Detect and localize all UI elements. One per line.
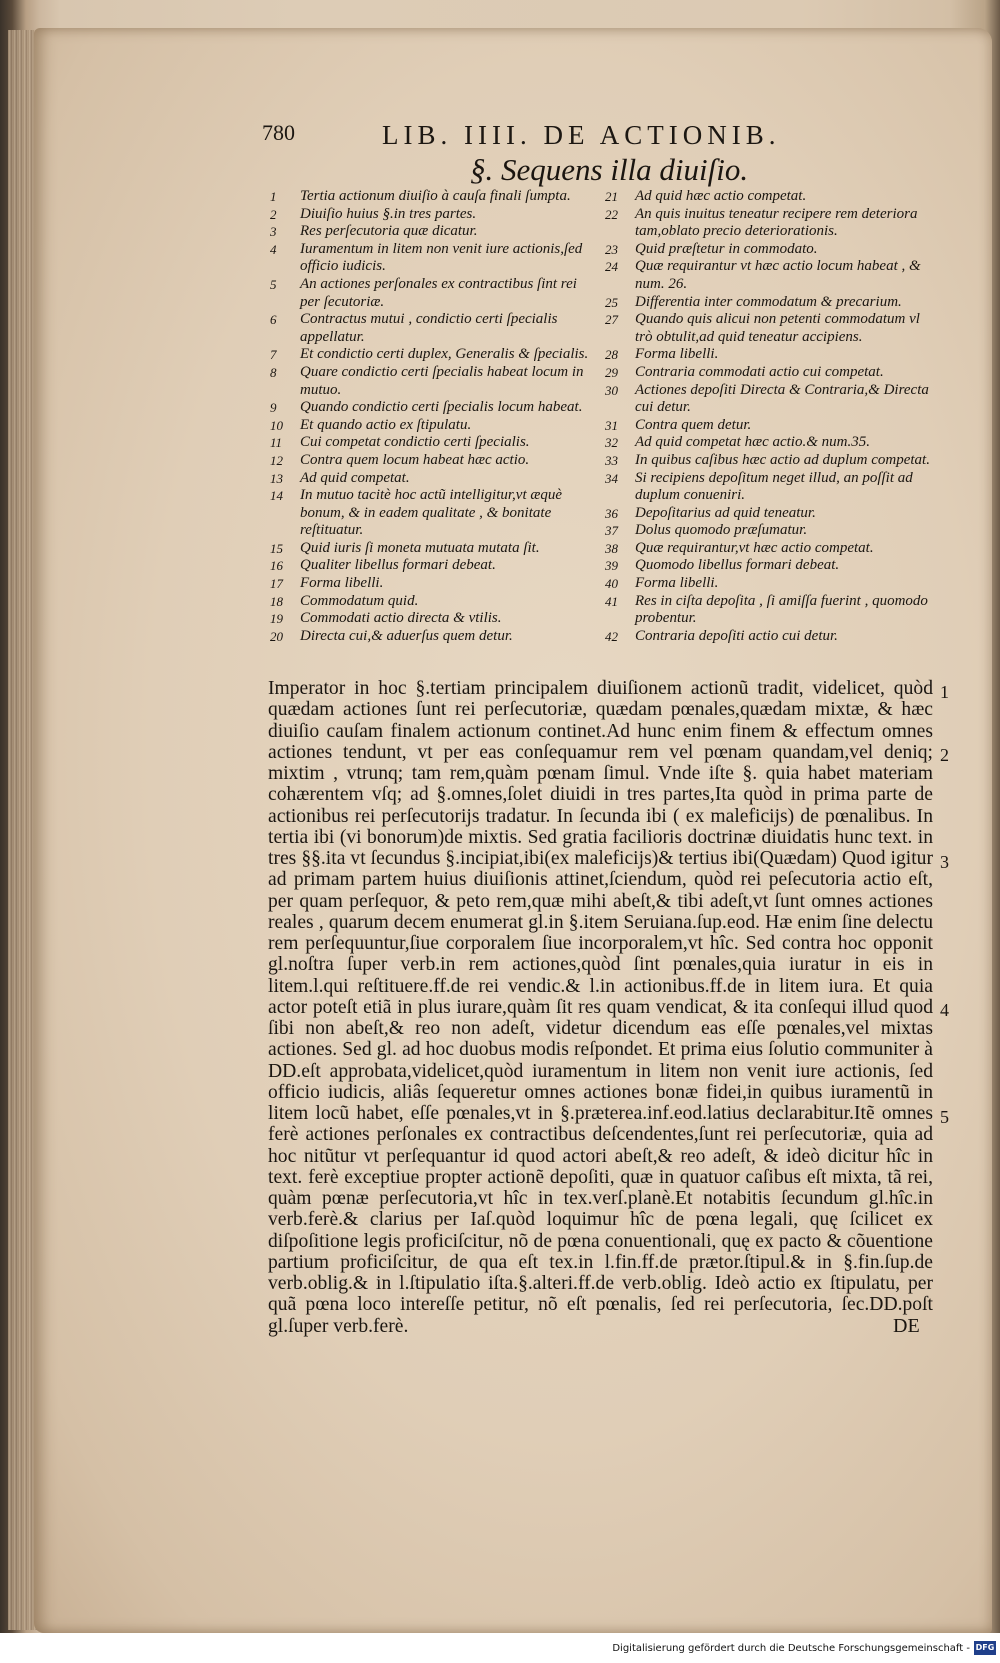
index-entry-text: Diuiſio huius §.in tres partes. bbox=[300, 205, 477, 222]
index-entry-text: Depoſitarius ad quid teneatur. bbox=[635, 504, 816, 521]
index-entry bbox=[270, 223, 590, 241]
index-entry-text: Actiones depoſiti Directa & Contraria,& Directa cui detur. bbox=[635, 381, 929, 416]
index-entry-number: 32 bbox=[605, 435, 618, 451]
index-entry-text: Et quando actio ex ſtipulatu. bbox=[300, 416, 472, 433]
summary-index-right bbox=[605, 188, 935, 645]
index-entry-number: 14 bbox=[270, 488, 283, 504]
index-entry-number: 7 bbox=[270, 347, 277, 363]
digitization-note: Digitalisierung gefördert durch die Deutsche Forschungsgemeinschaft - bbox=[612, 1643, 970, 1654]
index-entry bbox=[270, 610, 590, 628]
index-entry-number: 12 bbox=[270, 452, 283, 468]
index-entry-text: Forma libelli. bbox=[300, 575, 384, 592]
index-entry-text: In quibus caſibus hæc actio ad duplum competat. bbox=[635, 451, 930, 468]
index-entry-number: 10 bbox=[270, 417, 283, 433]
index-entry-number: 36 bbox=[605, 505, 618, 521]
index-entry bbox=[270, 346, 590, 364]
index-entry bbox=[605, 470, 935, 505]
index-entry-number: 28 bbox=[605, 347, 618, 363]
index-entry-text: Ad quid competat hæc actio.& num.35. bbox=[635, 434, 870, 451]
index-entry-text: Quando quis alicui non petenti commodatum vl trò obtulit,ad quid teneatur accipiens. bbox=[635, 311, 920, 345]
index-entry-number: 42 bbox=[605, 628, 618, 644]
index-entry bbox=[270, 276, 590, 311]
index-entry-number: 13 bbox=[270, 470, 283, 486]
index-entry bbox=[270, 593, 590, 611]
index-entry-number: 20 bbox=[270, 628, 283, 644]
index-entry-text: Ad quid hæc actio competat. bbox=[635, 188, 807, 204]
index-entry-number: 3 bbox=[270, 224, 277, 240]
index-entry-number: 21 bbox=[605, 189, 618, 204]
index-entry-number: 41 bbox=[605, 593, 618, 609]
index-entry-number: 34 bbox=[605, 470, 618, 486]
index-entry bbox=[605, 346, 935, 364]
index-entry-text: Cui competat condictio certi ſpecialis. bbox=[300, 434, 530, 451]
index-entry-text: Quare condictio certi ſpecialis habeat locum in mutuo. bbox=[300, 363, 584, 398]
index-entry-number: 15 bbox=[270, 540, 283, 556]
index-entry-number: 17 bbox=[270, 576, 283, 592]
index-entry-text: Contraria depoſiti actio cui detur. bbox=[635, 627, 838, 644]
index-entry-text: An quis inuitus teneatur recipere rem deteriora tam,oblato precio deteriorationis. bbox=[635, 205, 918, 240]
index-entry bbox=[605, 258, 935, 293]
index-entry bbox=[270, 470, 590, 488]
index-entry-number: 25 bbox=[605, 294, 618, 310]
index-entry bbox=[270, 628, 590, 646]
index-entry-text: Quomodo libellus formari debeat. bbox=[635, 557, 840, 574]
index-entry bbox=[605, 364, 935, 382]
index-entry-number: 6 bbox=[270, 312, 277, 328]
index-entry-text: An actiones perſonales ex contractibus ſint rei per ſecutoriæ. bbox=[300, 275, 577, 310]
index-entry-text: Commodatum quid. bbox=[300, 592, 419, 609]
index-entry bbox=[605, 522, 935, 540]
index-entry-number: 30 bbox=[605, 382, 618, 398]
folio-number: 780 bbox=[262, 120, 295, 145]
index-entry-number: 11 bbox=[270, 435, 283, 451]
index-entry-text: Quando condictio certi ſpecialis locum habeat. bbox=[300, 399, 583, 416]
index-entry bbox=[605, 206, 935, 241]
index-entry bbox=[270, 575, 590, 593]
index-entry bbox=[605, 241, 935, 259]
index-entry-number: 39 bbox=[605, 558, 618, 574]
index-entry-number: 27 bbox=[605, 312, 618, 328]
index-entry-text: Commodati actio directa & vtilis. bbox=[300, 610, 502, 627]
index-entry-number: 31 bbox=[605, 417, 618, 433]
index-entry-number: 40 bbox=[605, 576, 618, 592]
index-entry-number: 23 bbox=[605, 241, 618, 257]
index-entry-number: 22 bbox=[605, 206, 618, 222]
index-entry-number: 33 bbox=[605, 452, 618, 468]
index-entry-number: 29 bbox=[605, 364, 618, 380]
running-title: LIB. IIII. DE ACTIONIB. bbox=[382, 120, 781, 150]
margin-number: 1 bbox=[940, 682, 949, 702]
index-entry bbox=[605, 417, 935, 435]
index-entry-number: 8 bbox=[270, 364, 277, 380]
page-header bbox=[262, 120, 822, 156]
index-entry-text: Contraria commodati actio cui competat. bbox=[635, 363, 884, 380]
index-entry-text: Si recipiens depoſitum neget illud, an poſſit ad duplum conueniri. bbox=[635, 469, 913, 504]
section-title: §. Sequens illa diuiſio. bbox=[470, 152, 749, 187]
index-entry-number: 37 bbox=[605, 523, 618, 539]
index-entry-text: Ad quid competat. bbox=[300, 469, 410, 486]
index-entry bbox=[270, 241, 590, 276]
margin-number: 3 bbox=[940, 852, 949, 872]
index-entry-number: 2 bbox=[270, 206, 277, 222]
margin-number: 4 bbox=[940, 1000, 949, 1020]
index-entry-text: Et condictio certi duplex, Generalis & ſpecialis. bbox=[300, 346, 589, 363]
index-entry bbox=[270, 399, 590, 417]
index-entry bbox=[605, 294, 935, 312]
index-entry-text: Dolus quomodo præſumatur. bbox=[635, 522, 808, 539]
index-entry bbox=[270, 188, 590, 206]
index-entry bbox=[605, 593, 935, 628]
index-entry bbox=[605, 505, 935, 523]
index-entry-number: 4 bbox=[270, 241, 277, 257]
index-entry-text: Contra quem detur. bbox=[635, 416, 752, 433]
index-entry-number: 16 bbox=[270, 558, 283, 574]
commentary-body-text: Imperator in hoc §.tertiam principalem diuiſionem actionũ tradit, videlicet, quòd quædam actiones ſunt rei perſecutoriæ, quædam pœnales,quædam mixtæ, & hæc diuiſio cauſam finalem actionum continet.Ad hunc enim finem & effectum omnes actiones tendunt, vt per eas conſequamur rem vel pœnam quandam,vel deniq; mixtim , vtrunq; tam rem,quàm pœnam ſimul. Vnde iſte §. quia habet materiam cohærentem vſq; ad §.omnes,ſolet diuidi in tres partes,Ita quòd in prima parte de actionibus rei perſecutorijs tradatur. In ſecunda ibi ( ex maleficijs) de pœnalibus. In tertia ibi (vi bonorum)de mixtis. Sed gratia facilioris doctrinæ diuidatis hunc text. in tres §§.ita vt ſecundus §.incipiat,ibi(ex maleficijs)& tertius ibi(Quædam) Quod igitur ad primam partem huius diuiſionis attinet,ſciendum, quòd rei peſecutoria actio eſt, per quam perſequor, & peto rem,quæ mihi abeſt,& tibi adeſt,vt ſunt omnes actiones reales , quarum decem enumerat gl.in §.item Seruiana.ſup.eod. Hæ enim ſine delectu rem perſequuntur,ſiue corporalem ſiue incorporalem,vt hîc. Sed contra hoc opponit gl.noſtra ſuper verb.in rem actiones,quòd ſint pœnales,quia iuratur in eis in litem.l.qui reſtituere.ff.de rei vendic.& l.in actionibus.ff.de in litem iura. Et quia actor poteſt etiã in plus iurare,quàm ſit res quam vendicat, & ita conſequi illud quod ſibi non abeſt,& reo non adeſt, videtur dicendum eas eſſe pœnales,vel mixtas actiones. Sed gl. ad hoc duobus modis reſpondet. Et prima eius ſolutio communiter à DD.eſt approbata,videlicet,quòd iuramentum in litem non venit iure actionis, ſed officio iudicis, aliâs ſequeretur omnes actiones bonæ fidei,in quibus iuramentũ in litem locũ habet, eſſe pœnales,vt in §.præterea.inf.eod.latius declarabitur.Itẽ omnes ferè actiones perſonales ex contractibus deſcendentes,ſunt rei perſecutoriæ, quia ad hoc nitũtur vt perſequantur id quod actori abeſt,& reo adeſt, & ideò dicitur hîc in text. ferè exceptiue propter actionẽ depoſiti, quæ in quatuor caſibus eſt mixta, tã rei, quàm pœnæ perſecutoria,vt hîc in tex.verſ.planè.Et notabitis ſecundum gl.hîc.in verb.ferè.& clarius per Iaſ.quòd loquimur hîc de pœna legali, quę ſcilicet ex diſpoſitione legis proficiſcitur, nõ de pœna conuentionali, quę ex pacto & cõuentione partium proficiſcitur, de qua eſt tex.in l.fin.ff.de prætor.ſtipul.& in §.fin.ſup.de verb.oblig.& in l.ſtipulatio iſta.§.alteri.ff.de verb.oblig. Ideò actio ex ſtipulatu, per quã pœna loco intereſſe petitur, nõ eſt pœnalis, ſed rei perſecutoria, ſec.DD.poſt gl.ſuper verb.ferè. bbox=[268, 678, 933, 1337]
index-entry-text: Forma libelli. bbox=[635, 346, 719, 363]
index-entry-number: 24 bbox=[605, 259, 618, 275]
index-entry bbox=[605, 434, 935, 452]
index-entry bbox=[605, 382, 935, 417]
index-entry-number: 18 bbox=[270, 593, 283, 609]
index-entry-text: Quæ requirantur,vt hæc actio competat. bbox=[635, 539, 874, 556]
index-entry-text: Res perſecutoria quæ dicatur. bbox=[300, 223, 478, 240]
index-entry-text: Qualiter libellus formari debeat. bbox=[300, 557, 496, 574]
index-entry-text: Quid iuris ſi moneta mutuata mutata ſit. bbox=[300, 539, 540, 556]
index-entry bbox=[270, 434, 590, 452]
summary-index-left bbox=[270, 188, 590, 645]
index-entry-number: 38 bbox=[605, 540, 618, 556]
digitization-footer bbox=[0, 1633, 1000, 1663]
index-entry-number: 1 bbox=[270, 189, 277, 204]
index-entry-text: Tertia actionum diuiſio à cauſa finali ſumpta. bbox=[300, 188, 571, 204]
index-entry-text: Quid præſtetur in commodato. bbox=[635, 240, 818, 257]
index-entry bbox=[270, 206, 590, 224]
index-entry-text: In mutuo tacitè hoc actũ intelligitur,vt æquè bonum, & in eadem qualitate , & bonitate reſtituatur. bbox=[300, 487, 563, 539]
index-entry-number: 5 bbox=[270, 276, 277, 292]
catchword: DE bbox=[893, 1315, 920, 1337]
index-entry-text: Res in ciſta depoſita , ſi amiſſa fuerint , quomodo probentur. bbox=[635, 592, 928, 627]
index-entry-text: Contra quem locum habeat hæc actio. bbox=[300, 451, 530, 468]
index-entry bbox=[605, 575, 935, 593]
index-entry-text: Iuramentum in litem non venit iure actionis,ſed officio iudicis. bbox=[300, 240, 583, 275]
index-entry bbox=[270, 417, 590, 435]
margin-number: 2 bbox=[940, 745, 949, 765]
index-entry-number: 9 bbox=[270, 400, 277, 416]
index-entry bbox=[270, 452, 590, 470]
index-entry bbox=[605, 311, 935, 346]
index-entry-text: Directa cui,& aduerſus quem detur. bbox=[300, 627, 513, 644]
index-entry-number: 19 bbox=[270, 611, 283, 627]
index-entry bbox=[270, 311, 590, 346]
index-entry-text: Differentia inter commodatum & precarium. bbox=[635, 293, 902, 310]
index-entry-text: Contractus mutui , condictio certi ſpecialis appellatur. bbox=[300, 311, 558, 345]
index-entry bbox=[605, 188, 935, 206]
index-entry bbox=[270, 557, 590, 575]
index-entry bbox=[270, 540, 590, 558]
dfg-logo: DFG bbox=[974, 1641, 996, 1655]
index-entry bbox=[270, 487, 590, 540]
index-entry bbox=[605, 557, 935, 575]
index-entry bbox=[605, 628, 935, 646]
index-entry bbox=[605, 452, 935, 470]
index-entry bbox=[270, 364, 590, 399]
index-entry-text: Quæ requirantur vt hæc actio locum habeat , & num. 26. bbox=[635, 258, 921, 292]
margin-number: 5 bbox=[940, 1107, 949, 1127]
index-entry-text: Forma libelli. bbox=[635, 575, 719, 592]
index-entry bbox=[605, 540, 935, 558]
